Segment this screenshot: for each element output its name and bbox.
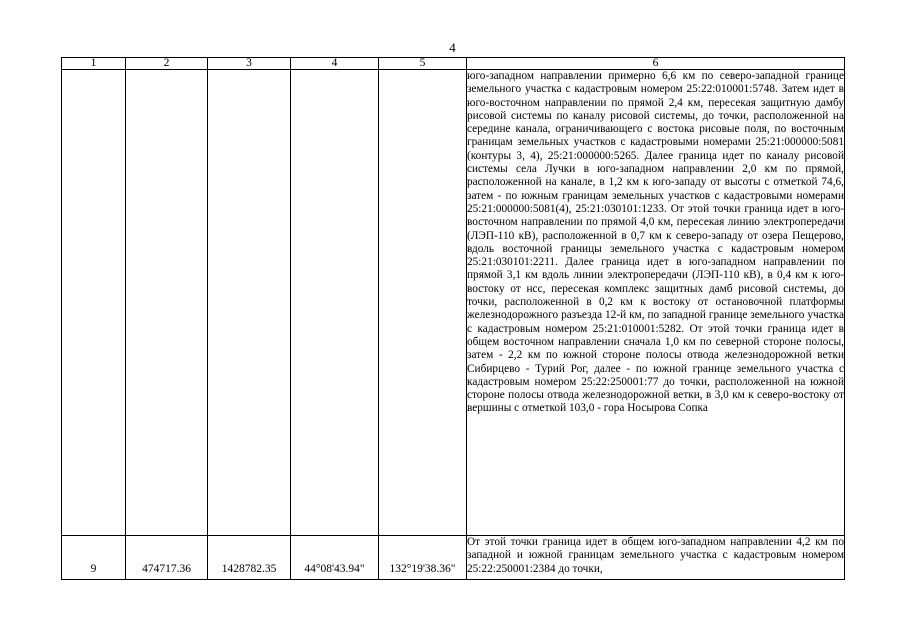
- coordinate-y: 1428782.35: [208, 536, 291, 580]
- latitude: 44°08'43.94": [291, 536, 379, 580]
- coordinate-x: 474717.36: [126, 536, 208, 580]
- empty-cell-x: [126, 70, 208, 536]
- boundary-description-point-9: [467, 536, 845, 580]
- column-header-2: 2: [126, 58, 208, 70]
- column-header-4: 4: [291, 58, 379, 70]
- table-row-continuation: [62, 70, 845, 536]
- column-header-6: 6: [467, 58, 845, 70]
- empty-cell-y: [208, 70, 291, 536]
- longitude: 132°19'38.36": [379, 536, 467, 580]
- boundary-description-continuation: юго-западном направлении примерно 6,6 км по северо-западной границе земельного участка с кадастровым номером 25:22:010001:5748. Затем идет в юго-восточном направлении по прямой 2,4 км, пересекая защитную дамбу рисовой системы по каналу рисовой системы, до точки, расположенной на середине канала, ограничивающего с востока рисовые поля, по восточным границам земельных участков с кадастровыми номерами 25:21:000000:5081 (контуры 3, 4), 25:21:000000:5265. Далее граница идет по каналу рисовой системы села Лучки в юго-западном направлении 2,0 км по прямой, расположенной на канале, в 1,2 км к юго-западу от высоты с отметкой 74,6, затем - по южным границам земельных участков с кадастровыми номерами 25:21:000000:5081(4), 25:21:030101:1233. От этой точки граница идет в юго-восточном направлении по прямой 4,0 км, пересекая линию электропередачи (ЛЭП-110 кВ), расположенной в 0,7 км к северо-западу от озера Пещерово, вдоль восточной границы земельного участка с кадастровым номером 25:21:030101:2211. Далее граница идет в юго-западном направлении по прямой 3,1 км вдоль линии электропередачи (ЛЭП-110 кВ), в 0,4 км к юго-востоку от нсс, пересекая комплекс защитных дамб рисовой системы, до точки, расположенной в 0,2 км к востоку от остановочной платформы железнодорожного разъезда 12-й км, по западной границе земельного участка с кадастровым номером 25:21:010001:5282. От этой точки граница идет в общем восточном направлении сначала 1,0 км по северной стороне полосы, затем - 2,2 км по южной стороне полосы отвода железнодорожной ветки Сибирцево - Турий Рог, далее - по южной границе земельного участка с кадастровым номером 25:22:250001:77 до точки, расположенной на южной стороне полосы отвода железнодорожной ветки, в 3,0 км к северо-востоку от вершины с отметкой 103,0 - гора Носырова Сопка: [467, 70, 845, 536]
- page-number: 4: [449, 40, 456, 55]
- table-row-9: [62, 536, 845, 580]
- column-header-5: 5: [379, 58, 467, 70]
- boundary-coordinates-table: [61, 57, 845, 580]
- header-row: [62, 58, 845, 70]
- empty-cell-point: [62, 70, 126, 536]
- column-header-1: 1: [62, 58, 126, 70]
- empty-cell-latitude: [291, 70, 379, 536]
- point-number: 9: [62, 536, 126, 580]
- column-header-3: 3: [208, 58, 291, 70]
- empty-cell-longitude: [379, 70, 467, 536]
- description-text: От этой точки граница идет в общем юго-западном направлении 4,2 км по западной и южной границам земельного участка с кадастровым номером 25:22:250001:2384 до точки,: [467, 536, 844, 575]
